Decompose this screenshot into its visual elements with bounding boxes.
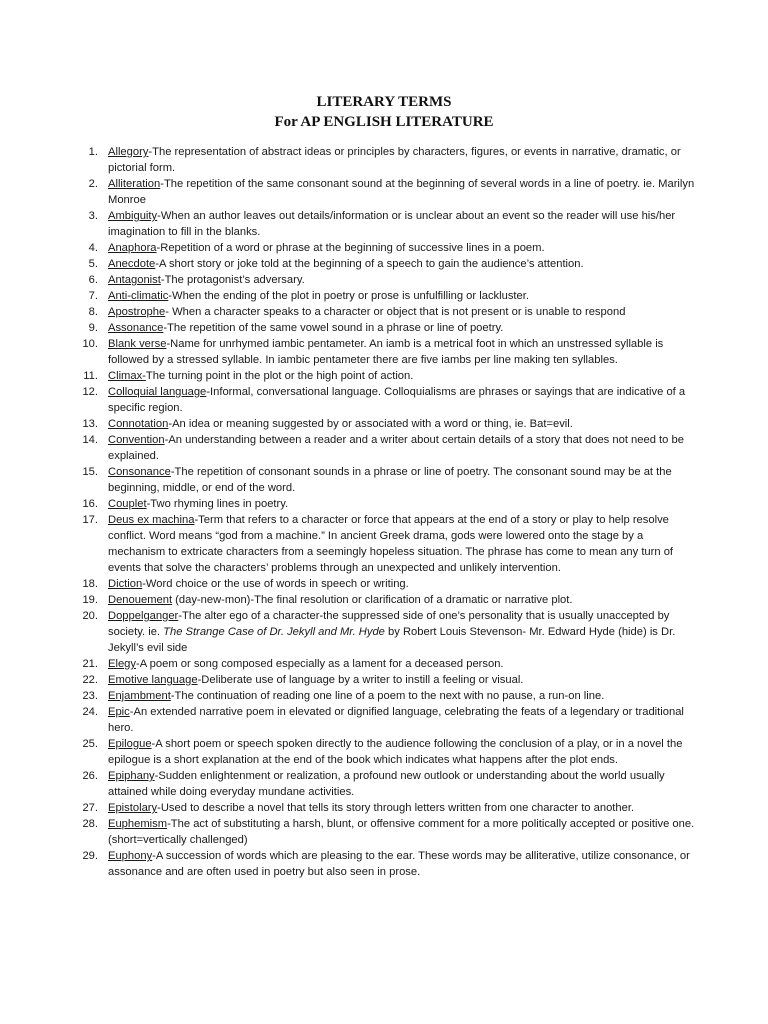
list-item xyxy=(76,656,702,672)
item-number: 22. xyxy=(82,674,98,686)
item-number: 15. xyxy=(82,466,98,478)
term-name: Euphemism xyxy=(108,818,168,830)
term-name: Antagonist xyxy=(108,274,161,286)
term-name: Euphony xyxy=(108,850,153,862)
term-definition: -When an author leaves out details/information or is unclear about an event so the reader will use his/her imagination to fill in the blanks. xyxy=(108,210,676,238)
term-name: Epic xyxy=(108,706,130,718)
term-definition: The turning point in the plot or the high point of action. xyxy=(145,370,414,382)
term-name: Alliteration xyxy=(108,178,161,190)
term-definition: -The representation of abstract ideas or principles by characters, figures, or events in narrative, dramatic, or pictorial form. xyxy=(108,146,681,174)
list-item xyxy=(76,704,702,736)
list-item xyxy=(76,432,702,464)
item-number: 9. xyxy=(88,322,98,334)
item-number: 13. xyxy=(82,418,98,430)
item-number: 10. xyxy=(82,338,98,350)
list-item xyxy=(76,272,702,288)
list-item xyxy=(76,176,702,208)
list-item xyxy=(76,512,702,576)
term-definition: -An understanding between a reader and a writer about certain details of a story that does not need to be explained. xyxy=(108,434,684,462)
term-definition: -Repetition of a word or phrase at the beginning of successive lines in a poem. xyxy=(156,242,545,254)
term-definition: -The repetition of the same consonant sound at the beginning of several words in a line of poetry. ie. Marilyn Monroe xyxy=(108,178,695,206)
list-item xyxy=(76,208,702,240)
list-item xyxy=(76,304,702,320)
title-block xyxy=(0,92,768,132)
list-item xyxy=(76,256,702,272)
term-definition: -Word choice or the use of words in speech or writing. xyxy=(142,578,409,590)
list-item xyxy=(76,464,702,496)
list-item xyxy=(76,800,702,816)
term-definition: -A short poem or speech spoken directly to the audience following the conclusion of a play, or in a novel the epilogue is a short explanation at the end of the book which indicates what happens after the plot ends. xyxy=(108,738,683,766)
page-title: LITERARY TERMS xyxy=(316,94,452,110)
item-number: 20. xyxy=(82,610,98,622)
term-name: Epistolary xyxy=(108,802,158,814)
term-definition: -The repetition of consonant sounds in a phrase or line of poetry. The consonant sound may be at the beginning, middle, or end of the word. xyxy=(108,466,672,494)
list-item xyxy=(76,672,702,688)
list-item xyxy=(76,288,702,304)
term-definition: -The repetition of the same vowel sound in a phrase or line of poetry. xyxy=(163,322,504,334)
term-name: Denouement xyxy=(108,594,173,606)
term-name: Blank verse xyxy=(108,338,167,350)
item-number: 6. xyxy=(88,274,98,286)
term-definition: -A succession of words which are pleasing to the ear. These words may be alliterative, utilize consonance, or assonance and are often used in poetry but also seen in prose. xyxy=(108,850,690,878)
item-number: 8. xyxy=(88,306,98,318)
term-definition: -Sudden enlightenment or realization, a profound new outlook or understanding about the world usually attained while doing everyday mundane activities. xyxy=(108,770,665,798)
term-definition: -Term that refers to a character or force that appears at the end of a story or play to help resolve conflict. Word means “god from a machine.” In ancient Greek drama, gods were lowered onto the stage by a mechanism to extricate characters from a seemingly hopeless situation. The phrase has come to mean any turn of events that solve the characters’ problems through an unexpected and unlikely intervention. xyxy=(108,514,674,574)
item-number: 4. xyxy=(88,242,98,254)
item-number: 14. xyxy=(82,434,98,446)
list-item xyxy=(76,320,702,336)
item-number: 24. xyxy=(82,706,98,718)
item-number: 28. xyxy=(82,818,98,830)
item-number: 27. xyxy=(82,802,98,814)
item-number: 26. xyxy=(82,770,98,782)
list-item xyxy=(76,496,702,512)
term-definition: -An extended narrative poem in elevated or dignified language, celebrating the feats of a legendary or traditional hero. xyxy=(108,706,684,734)
item-number: 23. xyxy=(82,690,98,702)
term-name: Emotive language xyxy=(108,674,198,686)
list-item xyxy=(76,336,702,368)
term-name: Deus ex machina xyxy=(108,514,195,526)
item-number: 21. xyxy=(82,658,98,670)
item-number: 12. xyxy=(82,386,98,398)
list-item xyxy=(76,416,702,432)
term-definition: -The continuation of reading one line of a poem to the next with no pause, a run-on line. xyxy=(170,690,605,702)
term-name: Epilogue xyxy=(108,738,152,750)
list-item xyxy=(76,384,702,416)
list-item xyxy=(76,240,702,256)
term-name: Convention xyxy=(108,434,165,446)
term-name: Assonance xyxy=(108,322,164,334)
term-definition: (day-new-mon)-The final resolution or clarification of a dramatic or narrative plot. xyxy=(172,594,573,606)
term-name: Allegory xyxy=(108,146,149,158)
term-definition: -An idea or meaning suggested by or associated with a word or thing, ie. Bat=evil. xyxy=(168,418,573,430)
item-number: 7. xyxy=(88,290,98,302)
list-item xyxy=(76,736,702,768)
term-definition: -Deliberate use of language by a writer to instill a feeling or visual. xyxy=(197,674,524,686)
item-number: 19. xyxy=(82,594,98,606)
term-definition: -Used to describe a novel that tells its story through letters written from one character to another. xyxy=(157,802,635,814)
term-name: Anti-climatic xyxy=(108,290,169,302)
item-number: 5. xyxy=(88,258,98,270)
term-name: Connotation xyxy=(108,418,169,430)
term-definition: -Two rhyming lines in poetry. xyxy=(146,498,289,510)
page-subtitle: For AP ENGLISH LITERATURE xyxy=(274,114,494,130)
term-definition: -When the ending of the plot in poetry or prose is unfulfilling or lackluster. xyxy=(168,290,529,302)
term-name: Enjambment xyxy=(108,690,171,702)
list-item xyxy=(76,816,702,848)
term-name: Colloquial language xyxy=(108,386,207,398)
term-definition: -A short story or joke told at the beginning of a speech to gain the audience’s attention. xyxy=(155,258,584,270)
terms-list xyxy=(76,144,702,880)
term-name: Anaphora xyxy=(108,242,157,254)
item-number: 29. xyxy=(82,850,98,862)
term-name: Diction xyxy=(108,578,143,590)
term-definition: -Name for unrhymed iambic pentameter. An iamb is a metrical foot in which an unstressed syllable is followed by a stressed syllable. In iambic pentameter there are five iambs per line making ten syllables. xyxy=(108,338,664,366)
item-number: 18. xyxy=(82,578,98,590)
term-name: Elegy xyxy=(108,658,136,670)
list-item xyxy=(76,608,702,656)
term-name: Doppelganger xyxy=(108,610,179,622)
term-definition: -The act of substituting a harsh, blunt, or offensive comment for a more politically accepted or positive one. (short=vertically challenged) xyxy=(108,818,695,846)
term-definition: -Informal, conversational language. Colloquialisms are phrases or sayings that are indicative of a specific region. xyxy=(108,386,686,414)
item-number: 16. xyxy=(82,498,98,510)
list-item xyxy=(76,688,702,704)
term-name: Anecdote xyxy=(108,258,156,270)
list-item xyxy=(76,592,702,608)
term-name: Couplet xyxy=(108,498,147,510)
item-number: 11. xyxy=(83,370,98,382)
term-name: Apostrophe xyxy=(108,306,166,318)
list-item xyxy=(76,144,702,176)
term-name: Ambiguity xyxy=(108,210,158,222)
term-definition: -A poem or song composed especially as a lament for a deceased person. xyxy=(136,658,504,670)
list-item xyxy=(76,368,702,384)
item-number: 17. xyxy=(82,514,98,526)
list-item xyxy=(76,576,702,592)
term-definition: -The alter ego of a character-the suppressed side of one’s personality that is usually unaccepted by society. ie. xyxy=(108,610,670,638)
item-number: 1. xyxy=(88,146,98,158)
term-name: Epiphany xyxy=(108,770,155,782)
term-name: Consonance xyxy=(108,466,171,478)
item-number: 25. xyxy=(82,738,98,750)
list-item xyxy=(76,848,702,880)
term-name: Climax- xyxy=(108,370,146,382)
item-number: 2. xyxy=(88,178,98,190)
term-definition: -The protagonist’s adversary. xyxy=(160,274,305,286)
term-definition: - When a character speaks to a character or object that is not present or is unable to respond xyxy=(165,306,626,318)
term-definition-continued: by Robert Louis Stevenson- Mr. Edward Hyde (hide) is Dr. Jekyll’s evil side xyxy=(108,626,676,654)
book-title: The Strange Case of Dr. Jekyll and Mr. Hyde xyxy=(163,626,385,638)
list-item xyxy=(76,768,702,800)
item-number: 3. xyxy=(88,210,98,222)
